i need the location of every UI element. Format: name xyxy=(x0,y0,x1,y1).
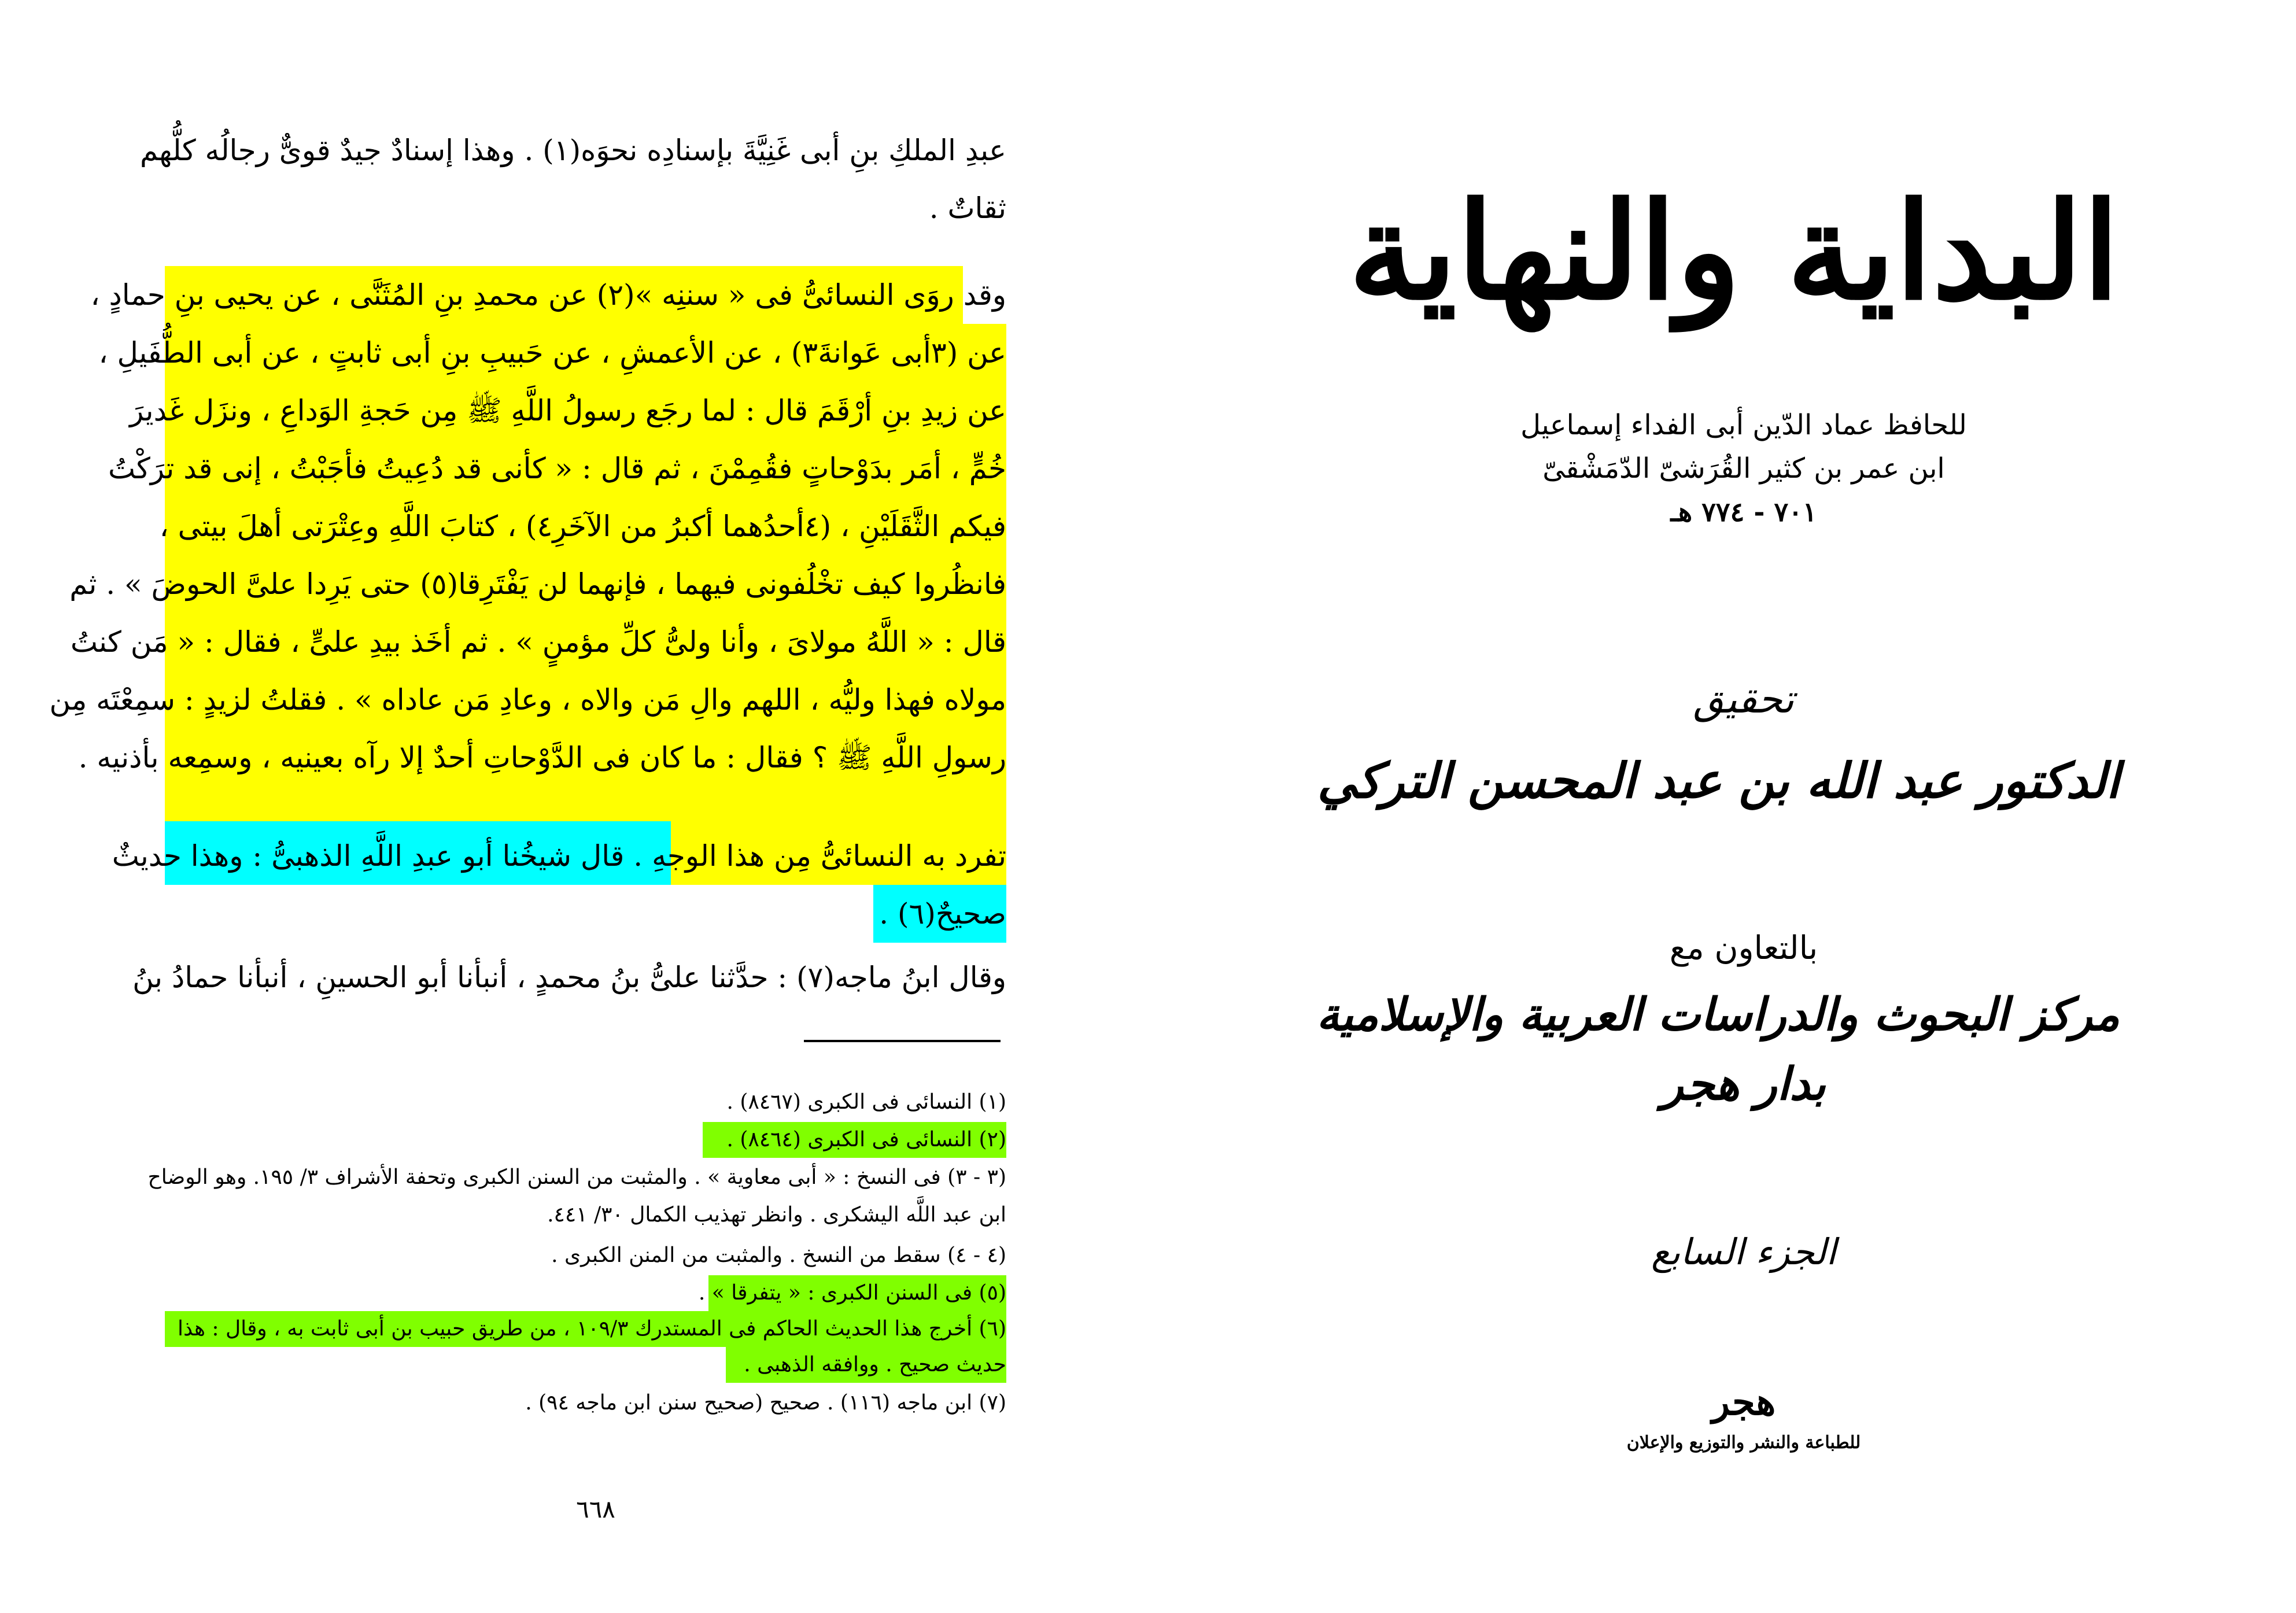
body-line: ثقاتٌ . xyxy=(929,191,1006,225)
body-line: فانظُروا كيف تخْلُفونى فيهما ، فإنهما لن يَفْتَرِقا(٥) حتى يَرِدا علىَّ الحوضَ » . ثم xyxy=(69,567,1006,601)
body-line: عن (٣أبى عَوانةَ٣) ، عن الأعمشِ ، عن حَبيبِ بنِ أبى ثابتٍ ، عن أبى الطُّفَيلِ ، xyxy=(98,336,1006,370)
body-line: خُمٍّ ، أمَر بدَوْحاتٍ فقُمِمْنَ ، ثم قال : « كأنى قد دُعِيتُ فأجَبْتُ ، إنى قد ترَكْتُ xyxy=(108,452,1006,485)
footnote: (٣ - ٣) فى النسخ : « أبى معاوية » . والمثبت من السنن الكبرى وتحفة الأشراف ٣/ ١٩٥. وهو الوضاح xyxy=(147,1165,1006,1189)
cooperation-label: بالتعاون مع xyxy=(1669,929,1818,967)
body-line-split xyxy=(112,833,1006,879)
author-dates: ٧٠١ - ٧٧٤ هـ xyxy=(1670,496,1817,527)
research-center-place: بدار هجر xyxy=(1662,1058,1826,1110)
footnote: (٢) النسائى فى الكبرى (٨٤٦٤) . xyxy=(726,1128,1006,1151)
body-line: وقال ابنُ ماجه(٧) : حدَّثنا علىُّ بنُ محمدٍ ، أنبأنا أبو الحسينِ ، أنبأنا حمادُ بنُ xyxy=(132,961,1006,994)
publisher-name: هجر xyxy=(1711,1381,1776,1424)
title-page xyxy=(1148,0,2296,1613)
footnote: (١) النسائى فى الكبرى (٨٤٦٧) . xyxy=(726,1090,1006,1114)
publisher-tagline: للطباعة والنشر والتوزيع والإعلان xyxy=(1626,1433,1861,1453)
author-line-1: للحافظ عماد الدّين أبى الفداء إسماعيل xyxy=(1520,409,1967,441)
volume-label: الجزء السابع xyxy=(1651,1231,1836,1273)
footnote: (٤ - ٤) سقط من النسخ . والمثبت من المنن الكبرى . xyxy=(551,1243,1006,1267)
tahqiq-label: تحقيق xyxy=(1693,677,1795,722)
footnote: (٥) فى السنن الكبرى : « يتفرقا » . xyxy=(698,1281,1006,1305)
body-line: قال : « اللَّهُ مولاىَ ، وأنا ولىُّ كلِّ مؤمنٍ » . ثم أخَذ بيدِ علىٍّ ، فقال : « مَن كنتُ xyxy=(70,625,1006,659)
body-line: صحيحٌ(٦) . xyxy=(879,897,1006,931)
footnote: حديث صحيح . ووافقه الذهبى . xyxy=(744,1353,1006,1376)
body-line: عن زيدِ بنِ أرْقَمَ قال : لما رجَع رسولُ اللَّهِ ﷺ مِن حَجةِ الوَداعِ ، ونزَل غَديرَ xyxy=(130,394,1006,427)
book-title: البداية والنهاية xyxy=(1348,174,2120,330)
body-line: مولاه فهذا وليُّه ، اللهم والِ مَن والاه ، وعادِ مَن عاداه » . فقلتُ لزيدٍ : سمِعْتَه مِن xyxy=(49,683,1006,717)
footnote: (٧) ابن ماجه (١١٦) . صحيح (صحيح سنن ابن ماجه ٩٤) . xyxy=(525,1391,1006,1415)
body-line: فيكم الثَّقَلَيْنِ ، (٤أحدُهما أكبرُ من الآخَرِ٤) ، كتابَ اللَّهِ وعِتْرَتى أهلَ بيتى ، xyxy=(159,510,1006,543)
author-line-2: ابن عمر بن كثير القُرَشىّ الدّمَشْقىّ xyxy=(1542,452,1945,485)
page-number: ٦٦٨ xyxy=(576,1495,615,1523)
footnote-divider xyxy=(804,1040,1001,1042)
body-line: وقد روَى النسائىُّ فى « سننِه »(٢) عن محمدِ بنِ المُثَنَّى ، عن يحيى بنِ حمادٍ ، xyxy=(90,278,1006,312)
body-line: عبدِ الملكِ بنِ أبى غَنِيَّةَ بإسنادِه نحوَه(١) . وهذا إسنادٌ جيدٌ قوىٌّ رجالُه كلُّهم xyxy=(139,134,1006,167)
research-center-name: مركز البحوث والدراسات العربية والإسلامية xyxy=(1316,988,2120,1041)
yellow-part: تفرد به النسائىُّ مِن هذا الوجهِ . xyxy=(633,839,1006,873)
footnote: ابن عبد اللَّه اليشكرى . وانظر تهذيب الكمال ٣٠/ ٤٤١. xyxy=(547,1203,1006,1227)
cyan-part: قال شيخُنا أبو عبدِ اللَّهِ الذهبىُّ : وهذا حديثٌ xyxy=(112,839,625,873)
footnote: (٦) أخرج هذا الحديث الحاكم فى المستدرك ١٠٩/٣ ، من طريق حبيب بن أبى ثابت به ، وقال : هذا xyxy=(178,1317,1006,1341)
editor-name: الدكتور عبد الله بن عبد المحسن التركي xyxy=(1317,752,2120,809)
body-line: رسولِ اللَّهِ ﷺ ؟ فقال : ما كان فى الدَّوْحاتِ أحدٌ إلا رآه بعينيه ، وسمِعه بأذنيه . xyxy=(78,741,1006,774)
